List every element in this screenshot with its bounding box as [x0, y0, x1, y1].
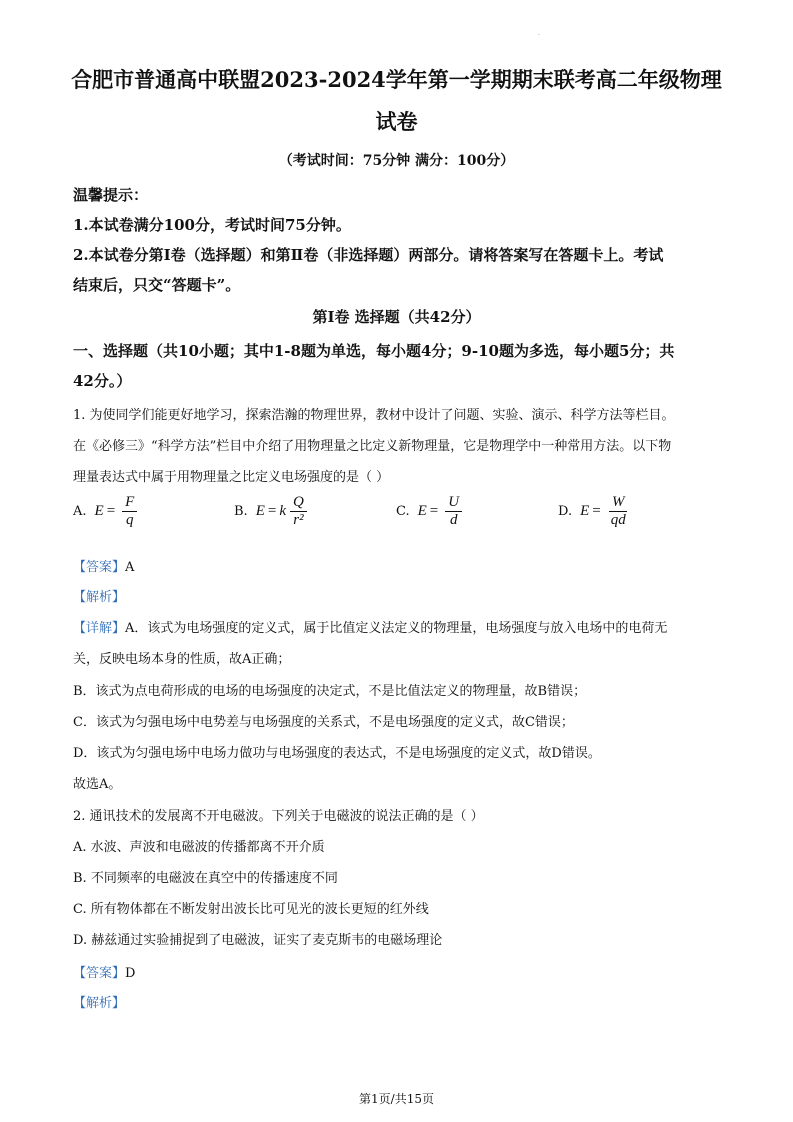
fraction-denominator: d [449, 512, 458, 528]
q1-analysis [73, 586, 125, 605]
q2-stem: 2. 通讯技术的发展离不开电磁波。下列关于电磁波的说法正确的是（ ） [73, 809, 484, 824]
answer-value: A [125, 560, 135, 575]
q2-option-c: C. 所有物体都在不断发射出波长比可见光的波长更短的红外线 [73, 902, 429, 917]
section-instructions-line1: 一、选择题（共10小题；其中1-8题为单选，每小题4分；9-10题为多选，每小题5分；共 [73, 342, 675, 360]
formula-eq: = [106, 503, 116, 519]
section-instructions-line2: 42分。） [73, 372, 132, 390]
tips-line2: 2.本试卷分第Ⅰ卷（选择题）和第Ⅱ卷（非选择题）两部分。请将答案写在答题卡上。考试 [73, 246, 664, 264]
fraction-numerator: Q [290, 494, 307, 512]
tips-heading: 温馨提示： [73, 186, 149, 204]
analysis-tag: 【解析】 [73, 996, 126, 1011]
formula-lhs: E [580, 503, 590, 519]
q1-stem-line1: 1. 为使同学们能更好地学习，探索浩瀚的物理世界，教材中设计了问题、实验、演示、科学方法等栏目。 [73, 408, 675, 423]
q1-answer [73, 556, 134, 575]
option-label: D. [558, 504, 573, 519]
q1-detail-line3: B．该式为点电荷形成的电场的电场强度的决定式，不是比值法定义的物理量，故B错误； [73, 684, 587, 699]
option-label: B. [234, 504, 248, 519]
formula [580, 494, 629, 529]
page-number: 第1页/共15页 [359, 1092, 434, 1106]
q2-answer [73, 962, 135, 981]
formula-eq: = [429, 503, 439, 519]
fraction [290, 494, 307, 529]
tips-line1: 1.本试卷满分100分，考试时间75分钟。 [73, 216, 351, 234]
q2-option-d: D. 赫兹通过实验捕捉到了电磁波，证实了麦克斯韦的电磁场理论 [73, 933, 443, 948]
q2-option-b: B. 不同频率的电磁波在真空中的传播速度不同 [73, 871, 338, 886]
q1-detail-line1 [73, 617, 667, 636]
fraction-denominator: qd [610, 512, 626, 528]
fraction-numerator: F [122, 494, 137, 512]
formula-lhs: E [94, 503, 104, 519]
analysis-tag: 【解析】 [73, 590, 126, 605]
formula-constant: k [279, 503, 286, 519]
fraction-denominator: q [126, 512, 134, 528]
q1-stem-line3: 理量表达式中属于用物理量之比定义电场强度的是（ ） [73, 470, 390, 485]
q1-detail-line2: 关，反映电场本身的性质，故A正确； [73, 652, 291, 667]
q1-conclusion: 故选A。 [73, 777, 122, 792]
option-label: C. [396, 504, 410, 519]
formula [256, 494, 307, 529]
q1-stem-line2: 在《必修三》“科学方法”栏目中介绍了用物理量之比定义新物理量，它是物理学中一种常用方法。以下物 [73, 439, 672, 454]
fraction [445, 494, 462, 529]
detail-tag: 【详解】 [73, 621, 126, 636]
q1-detail-line4: C．该式为匀强电场中电势差与电场强度的关系式，不是电场强度的定义式，故C错误； [73, 715, 574, 730]
fraction [608, 494, 629, 529]
formula-eq: = [592, 503, 601, 519]
formula [418, 494, 462, 529]
q1-option-c [396, 494, 462, 529]
answer-tag: 【答案】 [73, 966, 126, 981]
q2-option-a: A. 水波、声波和电磁波的传播都离不开介质 [73, 840, 325, 855]
answer-value: D [125, 966, 136, 981]
q1-option-b [234, 494, 307, 529]
section-title: 第Ⅰ卷 选择题（共42分） [312, 308, 481, 326]
fraction-numerator: U [445, 494, 462, 512]
tips-line3: 结束后，只交“答题卡”。 [73, 276, 241, 294]
q1-option-a [73, 494, 137, 529]
q2-analysis [73, 992, 125, 1011]
exam-title-line1: 合肥市普通高中联盟2023-2024学年第一学期期末联考高二年级物理 [71, 67, 722, 92]
q1-detail-line5: D．该式为匀强电场中电场力做功与电场强度的表达式，不是电场强度的定义式，故D错误。 [73, 746, 601, 761]
exam-subtitle: （考试时间：75分钟 满分：100分） [278, 153, 515, 169]
fraction-numerator: W [609, 494, 628, 512]
q1-option-d [558, 494, 629, 529]
detail-text: A．该式为电场强度的定义式，属于比值定义法定义的物理量，电场强度与放入电场中的电荷无 [125, 621, 668, 636]
fraction [122, 494, 137, 529]
formula-eq: = [267, 503, 277, 519]
formula-lhs: E [417, 503, 427, 519]
formula [95, 494, 138, 529]
formula-lhs: E [255, 503, 265, 519]
exam-title-line2: 试卷 [375, 109, 418, 134]
speck: . [538, 30, 540, 37]
option-label: A. [73, 504, 87, 519]
answer-tag: 【答案】 [73, 560, 126, 575]
fraction-denominator: r² [293, 512, 304, 528]
